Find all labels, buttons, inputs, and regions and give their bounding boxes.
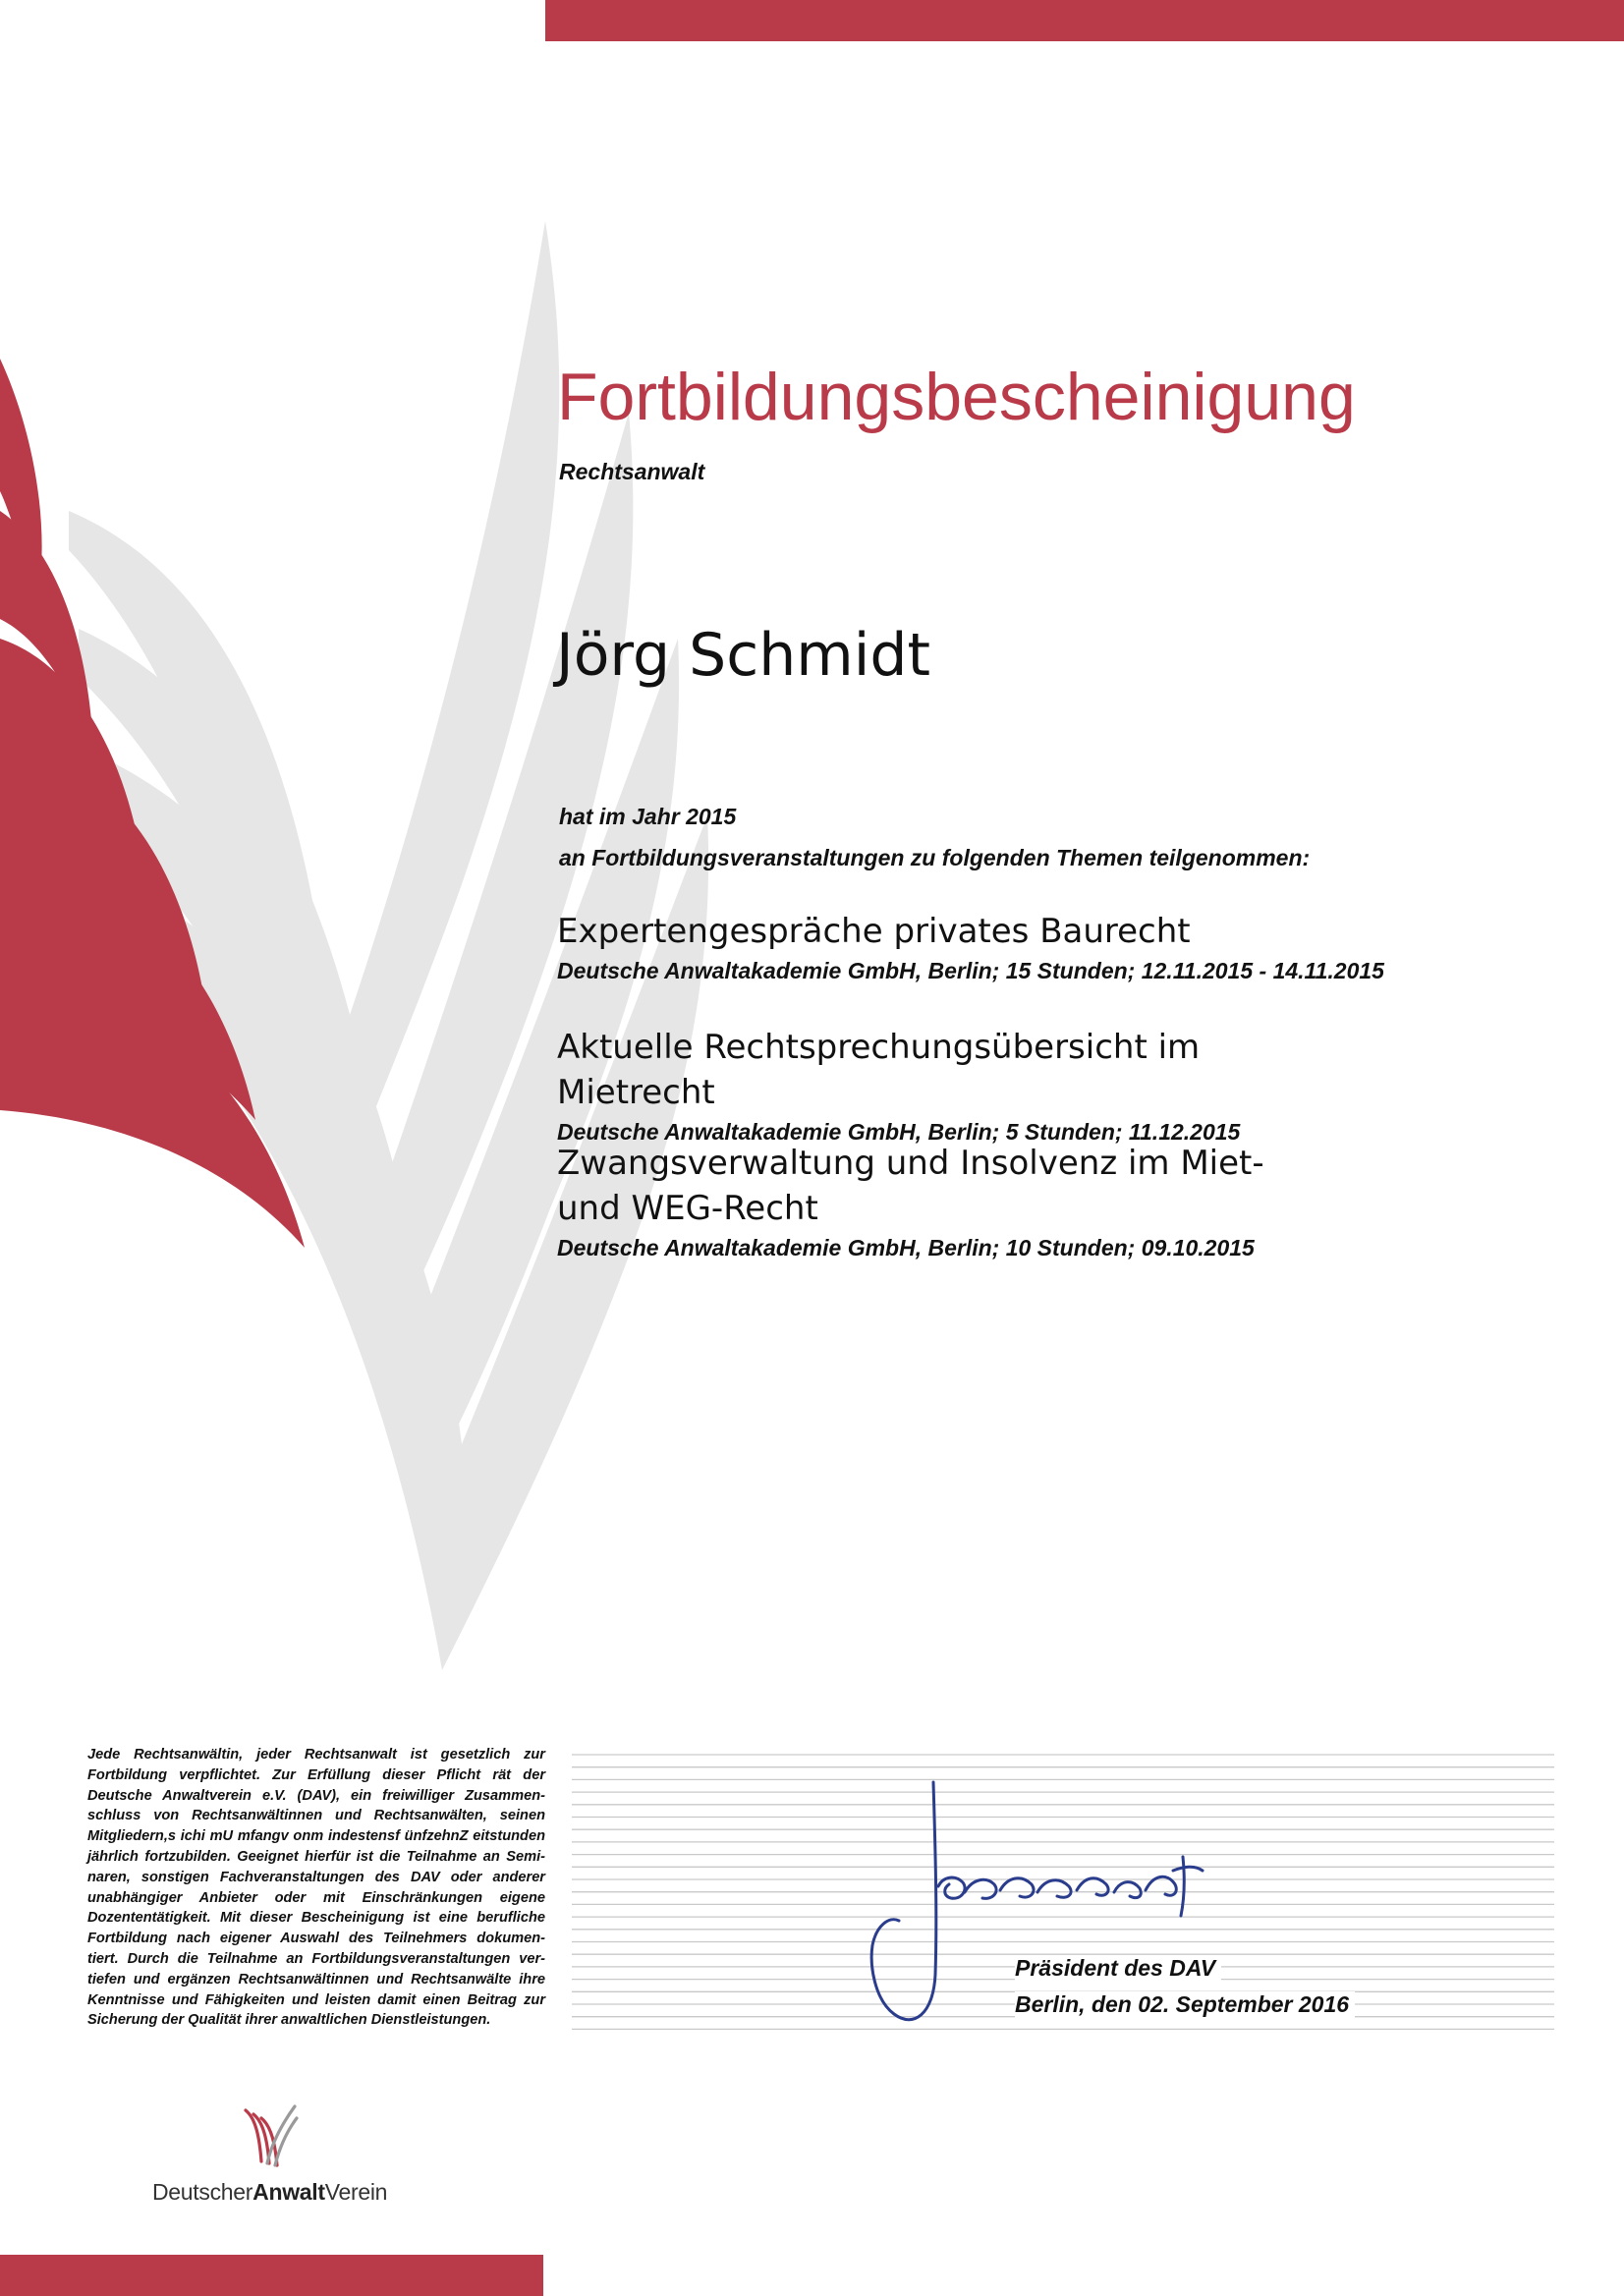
course-details: Deutsche Anwaltakademie GmbH, Berlin; 10 Stunden; 09.10.2015 <box>557 1235 1255 1260</box>
signature-place-date: Berlin, den 02. September 2016 <box>1015 1991 1355 2018</box>
course-title: Zwangsverwaltung und Insolvenz im Miet- und WEG-Recht <box>557 1144 1264 1228</box>
legal-notice: Jede Rechtsanwältin, jeder Rechtsanwalt ist gesetzlich zur Fortbildung verpflichtet. Zur Erfüllung dieser Pflicht rät der Deutsche Anwaltverein e.V. (DAV), ein freiwilliger Zusammen- schluss von Rechtsanwältinnen und Rechtsanwälten, seinen Mitgliedern,s ichi mU mfangv onm indestensf ünfzehnZ eitstunden jährlich fortzubilden. Geeignet hierfür ist die Teilnahme an Semi- naren, sonstigen Fachveranstaltungen des DAV oder anderer unabhängiger Anbieter oder mit Einschränkungen eigene Dozententätigkeit. Mit dieser Bescheinigung ist eine berufliche Fortbildung nach eigener Auswahl des Teilnehmers dokumen- tiert. Durch die Teilnahme an Fortbildungsveranstaltungen ver- tiefen und ergänzen Rechtsanwältinnen und Rechtsanwälte ihre Kenntnisse und Fähigkeiten und leisten damit einen Beitrag zur Sicherung der Qualität ihrer anwaltlichen Dienstleistungen. <box>87 1747 545 2029</box>
signatory-role: Präsident des DAV <box>1015 1955 1221 1982</box>
course-entry <box>557 909 1384 984</box>
course-entry <box>557 1141 1323 1261</box>
logo-text-part: Verein <box>324 2179 388 2205</box>
logo-text-part: Deutscher <box>152 2179 253 2205</box>
course-title: Expertengespräche privates Baurecht <box>557 912 1191 951</box>
course-entry <box>557 1025 1343 1146</box>
course-details: Deutsche Anwaltakademie GmbH, Berlin; 5 Stunden; 11.12.2015 <box>557 1119 1241 1145</box>
dav-logo-text <box>152 2179 387 2206</box>
intro-text: an Fortbildungsveranstaltungen zu folgenden Themen teilgenommen: <box>559 845 1311 870</box>
course-title: Aktuelle Rechtsprechungsübersicht im Mietrecht <box>557 1028 1201 1112</box>
course-details: Deutsche Anwaltakademie GmbH, Berlin; 15 Stunden; 12.11.2015 - 14.11.2015 <box>557 958 1384 983</box>
document-title: Fortbildungsbescheinigung <box>557 360 1356 434</box>
recipient-name: Jörg Schmidt <box>556 621 931 690</box>
intro-year: hat im Jahr 2015 <box>559 804 737 829</box>
dav-logo-icon <box>240 2102 301 2171</box>
bottom-accent-bar <box>0 2255 543 2296</box>
recipient-role: Rechtsanwalt <box>559 459 705 484</box>
logo-text-part-bold: Anwalt <box>252 2179 325 2205</box>
